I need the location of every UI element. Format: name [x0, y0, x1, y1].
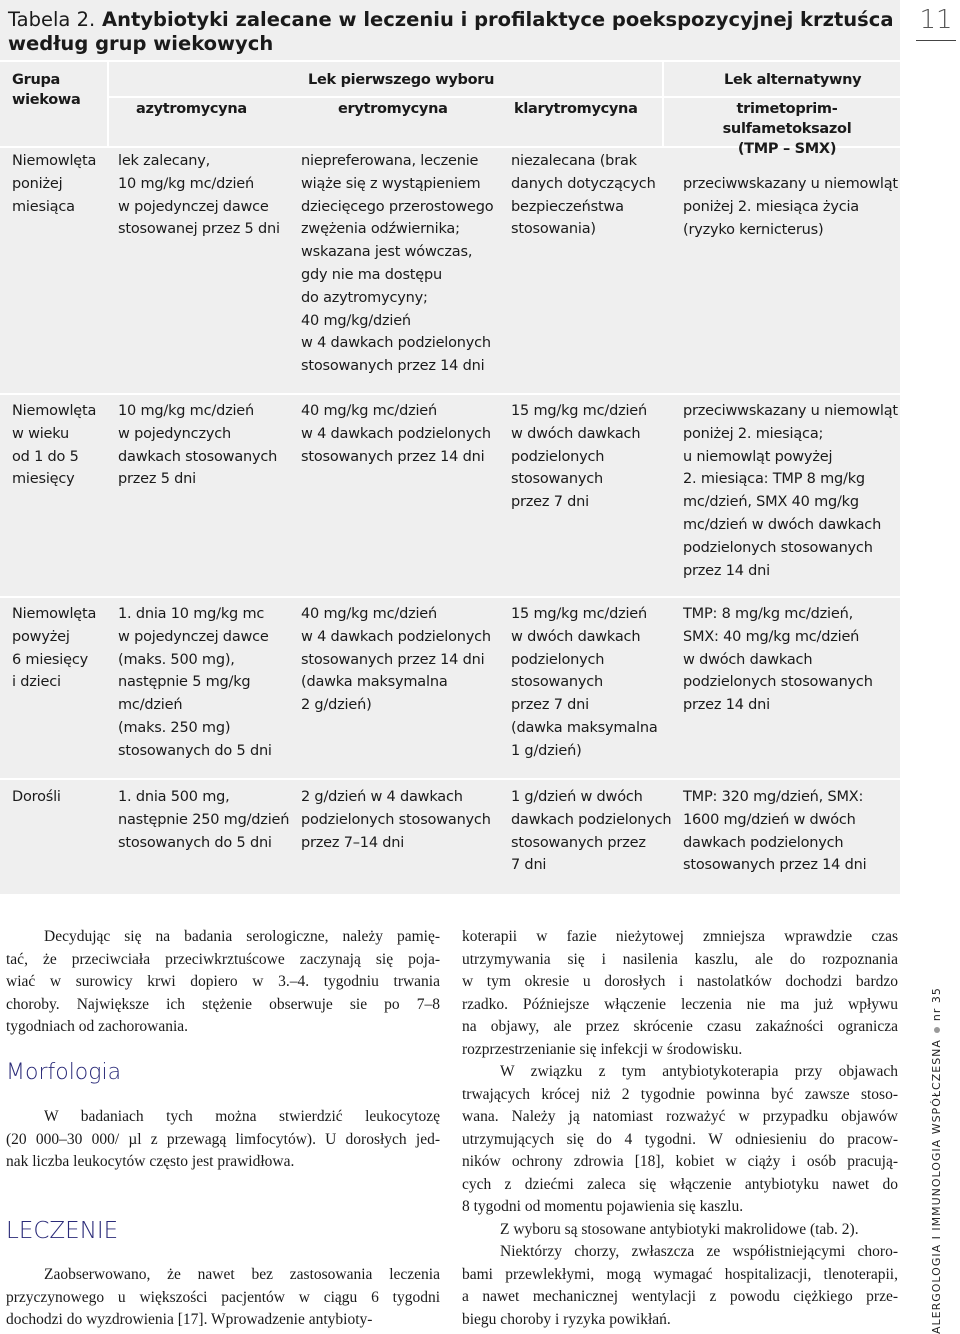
- table-cell-line: w dwóch dawkach: [511, 628, 641, 645]
- table-cell-line: wskazana jest wówczas,: [301, 244, 473, 261]
- header-klarytromycyna: klarytromycyna: [514, 101, 638, 117]
- subheader-rule-alt: [664, 96, 900, 98]
- header-divider-2: [662, 62, 664, 146]
- journal-running-head: [930, 987, 943, 1334]
- table-cell-line: podzielonych: [511, 448, 605, 465]
- table-cell-line: w 4 dawkach podzielonych: [301, 335, 491, 352]
- text-line: cych z dziećmi zaleca się włączenie antybiotyku nawet do: [462, 1175, 898, 1193]
- table-cell-line: przez 7 dni: [511, 697, 589, 714]
- table-cell-alternatywny: [683, 603, 873, 717]
- table-cell-line: miesiąca: [12, 198, 75, 215]
- table-cell-line: Dorośli: [12, 789, 61, 805]
- table-cell-line: w pojedynczej dawce: [118, 198, 269, 215]
- table-cell-line: dawkach stosowanych: [118, 448, 278, 465]
- table-cell-line: 40 mg/kg mc/dzień: [301, 403, 438, 419]
- header-alt-drug-line-2: (TMP – SMX): [737, 141, 837, 157]
- table-cell-line: mc/dzień: [118, 697, 183, 714]
- table-cell-line: poniżej: [12, 175, 63, 192]
- table-cell-line: w dwóch dawkach: [511, 425, 641, 442]
- table-cell-line: 1. dnia 10 mg/kg mc: [118, 606, 265, 622]
- table-cell-line: miesięcy: [12, 471, 75, 488]
- table-cell-line: poniżej 2. miesiąca;: [683, 425, 824, 442]
- table-cell-line: stosowanych przez: [511, 834, 646, 851]
- table-cell-line: 15 mg/kg mc/dzień: [511, 403, 648, 419]
- table-cell-azytromycyna: [118, 150, 280, 241]
- table-cell-line: (ryzyko kernicterus): [683, 221, 824, 238]
- table-cell-line: 15 mg/kg mc/dzień: [511, 606, 648, 622]
- table-cell-line: lek zalecany,: [118, 153, 211, 169]
- header-group: [12, 70, 81, 110]
- table-cell-line: 7 dni: [511, 857, 547, 874]
- table-cell-line: stosowanych: [511, 674, 604, 691]
- table-cell-group: [12, 150, 96, 218]
- table-cell-line: Niemowlęta: [12, 606, 97, 622]
- table-cell-line: w pojedynczej dawce: [118, 628, 269, 645]
- table-cell-azytromycyna: [118, 400, 277, 491]
- table-cell-line: przez 7–14 dni: [301, 834, 405, 851]
- table-cell-line: w wieku: [12, 425, 70, 442]
- table-cell-line: podzielonych stosowanych: [301, 811, 491, 828]
- table-cell-azytromycyna: [118, 603, 272, 763]
- text-line: na objawy, ale przez skrócenie czasu zakaźności ogranicza: [462, 1018, 898, 1035]
- journal-name: ALERGOLOGIA I IMMUNOLOGIA WSPÓŁCZESNA: [930, 1039, 943, 1334]
- table-cell-erytromycyna: [301, 150, 493, 378]
- table-cell-line: przeciwwskazany u niemowląt: [683, 176, 898, 192]
- text-line: 8 tygodni od momentu pojawienia się kaszlu.: [462, 1198, 744, 1215]
- text-line: tygodniach od zachorowania.: [6, 1018, 189, 1035]
- left-column-morfologia: [6, 1106, 440, 1174]
- table-cell-azytromycyna: [118, 786, 289, 854]
- table-cell-alternatywny: [683, 400, 898, 582]
- separator-dot-icon: [934, 1027, 940, 1033]
- table-cell-line: niepreferowana, leczenie: [301, 153, 479, 169]
- table-cell-line: stosowanych przez 14 dni: [683, 857, 867, 874]
- text-line: nak liczba leukocytów często jest prawidłowa.: [6, 1153, 295, 1170]
- paragraph: [6, 926, 440, 1039]
- table-cell-line: wiąże się z wystąpieniem: [301, 175, 481, 192]
- text-line: W badaniach tych można stwierdzić leukocytozę: [44, 1108, 440, 1125]
- table-cell-line: 2. miesiąca: TMP 8 mg/kg: [683, 471, 865, 488]
- table-cell-line: w 4 dawkach podzielonych: [301, 425, 491, 442]
- table-cell-erytromycyna: [301, 400, 491, 468]
- text-line: utrzymujących się do 4 tygodni. W odniesieniu do pracow-: [462, 1130, 898, 1148]
- header-rule-top: [0, 60, 900, 62]
- paragraph: [462, 1219, 898, 1242]
- table-cell-line: podzielonych stosowanych: [683, 539, 873, 556]
- table-cell-line: dawkach podzielonych: [683, 834, 844, 851]
- table-cell-line: 1 g/dzień w dwóch: [511, 789, 643, 805]
- section-title-leczenie: LECZENIE: [6, 1218, 119, 1244]
- table-cell-line: danych dotyczących: [511, 175, 656, 192]
- table-cell-line: (maks. 250 mg): [118, 719, 231, 736]
- table-cell-line: od 1 do 5: [12, 448, 79, 465]
- table-caption-label: Tabela 2.: [8, 8, 96, 31]
- header-divider-1: [107, 62, 109, 146]
- table-cell-line: stosowanych przez 14 dni: [301, 651, 485, 668]
- text-line: rzadko. Późniejsze włączenie leczenia nie ma już wpływu: [462, 995, 898, 1013]
- table-cell-line: stosowania): [511, 221, 596, 238]
- row-rule-2: [0, 596, 900, 598]
- table-cell-line: stosowanych przez 14 dni: [301, 358, 485, 375]
- table-cell-line: stosowanych przez 14 dni: [301, 448, 485, 465]
- table-cell-line: Niemowlęta: [12, 403, 97, 419]
- table-cell-group: [12, 786, 61, 809]
- table-cell-line: 1. dnia 500 mg,: [118, 789, 230, 805]
- table-cell-line: TMP: 320 mg/dzień, SMX:: [683, 789, 864, 805]
- table-cell-group: [12, 400, 96, 491]
- left-column-intro: [6, 926, 440, 1039]
- text-line: trwających krócej niż 2 tygodnie powinna być zawsze stoso-: [462, 1085, 898, 1103]
- table-cell-line: w dwóch dawkach: [683, 651, 813, 668]
- table-cell-line: stosowanych do 5 dni: [118, 742, 272, 759]
- table-cell-erytromycyna: [301, 603, 491, 717]
- table-cell-klarytromycyna: [511, 150, 656, 241]
- table-cell-line: i dzieci: [12, 674, 61, 691]
- section-title-morfologia: Morfologia: [6, 1060, 122, 1085]
- table-cell-line: zwężenia odźwiernika;: [301, 221, 460, 238]
- table-cell-line: bezpieczeństwa: [511, 198, 624, 215]
- header-group-line-1: Grupa: [12, 72, 61, 88]
- table-cell-line: następnie 5 mg/kg: [118, 674, 251, 691]
- left-column-leczenie: [6, 1264, 440, 1332]
- subheader-rule: [109, 96, 662, 98]
- table-cell-line: przeciwwskazany u niemowląt: [683, 403, 898, 419]
- header-erytromycyna: erytromycyna: [338, 101, 448, 117]
- text-line: w tym okresie u dorosłych i nastolatków dochodzi bardzo: [462, 973, 898, 990]
- table-cell-line: 2 g/dzień w 4 dawkach: [301, 789, 463, 805]
- table-cell-line: mc/dzień w dwóch dawkach: [683, 516, 882, 533]
- table-cell-erytromycyna: [301, 786, 491, 854]
- table-cell-line: dawkach podzielonych: [511, 811, 672, 828]
- page-number: 11: [919, 5, 953, 35]
- text-line: (20 000–30 000/ µl z przewagą limfocytów). U dorosłych jed-: [6, 1130, 440, 1148]
- table-cell-line: gdy nie ma dostępu: [301, 266, 442, 283]
- text-line: Niektórzy chorzy, zwłaszcza ze współistniejącymi choro-: [500, 1243, 898, 1260]
- text-line: biegu choroby i ryzyka powikłań.: [462, 1310, 671, 1328]
- table-cell-line: (dawka maksymalna: [301, 674, 448, 691]
- page-number-rule: [916, 40, 956, 41]
- header-azytromycyna: azytromycyna: [136, 101, 247, 117]
- text-line: W związku z tym antybiotykoterapia przy objawach: [500, 1063, 898, 1080]
- text-line: wana. Należy ją natomiast rozważyć w przypadku objawów: [462, 1108, 898, 1125]
- table-cell-line: niezalecana (brak: [511, 153, 637, 169]
- paragraph: [462, 1241, 898, 1331]
- header-alt-drug-line-1: trimetoprim-sulfametoksazol: [722, 101, 852, 137]
- text-line: bami przewlekłymi, mogą wymagać hospitalizacji, tlenoterapii,: [462, 1265, 898, 1283]
- table-cell-line: 40 mg/kg mc/dzień: [301, 606, 438, 622]
- table-cell-line: podzielonych stosowanych: [683, 674, 873, 691]
- table-cell-line: 40 mg/kg/dzień: [301, 312, 411, 329]
- table-cell-line: u niemowląt powyżej: [683, 448, 833, 465]
- table-cell-line: przez 14 dni: [683, 562, 771, 579]
- text-line: Decydując się na badania serologiczne, należy pamię-: [44, 928, 440, 945]
- table-cell-alternatywny: [683, 173, 898, 241]
- table-cell-line: przez 5 dni: [118, 471, 196, 488]
- table-cell-line: przez 7 dni: [511, 494, 589, 511]
- table-cell-line: 6 miesięcy: [12, 651, 88, 668]
- header-alternative: Lek alternatywny: [724, 72, 862, 88]
- text-line: wiać w surowicy krwi dopiero w 3.–4. tygodniu trwania: [6, 973, 440, 990]
- journal-issue: nr 35: [930, 987, 943, 1022]
- table-cell-line: stosowanych: [511, 471, 604, 488]
- table-cell-klarytromycyna: [511, 786, 671, 877]
- table-cell-line: mc/dzień, SMX 40 mg/kg: [683, 494, 859, 511]
- table-cell-line: 1600 mg/dzień w dwóch: [683, 811, 856, 828]
- text-line: koterapii w fazie nieżytowej zmniejsza wprawdzie czas: [462, 928, 898, 945]
- table-cell-line: powyżej: [12, 628, 70, 645]
- header-alt-drug: [674, 99, 900, 159]
- right-column: [462, 926, 898, 1331]
- table-caption-title: Antybiotyki zalecane w leczeniu i profilaktyce poekspozycyjnej krztuśca według grup wiekowych: [8, 8, 894, 55]
- table-cell-alternatywny: [683, 786, 866, 877]
- text-line: Z wyboru są stosowane antybiotyki makrolidowe (tab. 2).: [500, 1220, 859, 1238]
- paragraph: [462, 1061, 898, 1219]
- table-cell-line: w 4 dawkach podzielonych: [301, 628, 491, 645]
- text-line: dochodzi do wyzdrowienia [17]. Wprowadzenie antybioty-: [6, 1311, 373, 1328]
- text-line: przyczynowego u większości pacjentów w ciągu 6 tygodni: [6, 1288, 440, 1306]
- table-cell-line: 10 mg/kg mc/dzień: [118, 403, 255, 419]
- row-rule-1: [0, 393, 900, 395]
- text-line: Zaobserwowano, że nawet bez zastosowania leczenia: [44, 1266, 440, 1283]
- table-cell-line: następnie 250 mg/dzień: [118, 811, 290, 828]
- table-cell-line: 1 g/dzień): [511, 742, 582, 759]
- text-line: choroby. Największe ich stężenie obserwuje sie po 7–8: [6, 995, 440, 1013]
- text-line: utrzymywania się i nasilenia kaszlu, ale do rozpoznania: [462, 950, 898, 968]
- table-cell-line: (dawka maksymalna: [511, 719, 658, 736]
- table-cell-line: 10 mg/kg mc/dzień: [118, 175, 255, 192]
- table-cell-line: Niemowlęta: [12, 153, 97, 169]
- paragraph: [6, 1264, 440, 1332]
- table-cell-line: poniżej 2. miesiąca życia: [683, 198, 859, 215]
- text-line: tać, że przeciwciała przeciwkrztuścowe zaczynają się poja-: [6, 950, 440, 968]
- table-cell-line: przez 14 dni: [683, 697, 771, 714]
- paragraph: [6, 1106, 440, 1174]
- table-cell-line: SMX: 40 mg/kg mc/dzień: [683, 628, 860, 645]
- table-cell-klarytromycyna: [511, 603, 658, 763]
- table-cell-line: stosowanej przez 5 dni: [118, 221, 280, 238]
- text-line: a nawet mechanicznej wentylacji z powodu ciężkiego prze-: [462, 1288, 898, 1305]
- header-first-choice: Lek pierwszego wyboru: [308, 72, 495, 88]
- table-cell-line: (maks. 500 mg),: [118, 651, 235, 668]
- table-cell-line: 2 g/dzień): [301, 697, 372, 714]
- table-caption: [8, 8, 898, 56]
- text-line: ników ochrony zdrowia [18], kobiet w ciąży i osób pracują-: [462, 1153, 898, 1170]
- table-cell-line: TMP: 8 mg/kg mc/dzień,: [683, 606, 854, 622]
- table-cell-klarytromycyna: [511, 400, 647, 514]
- row-rule-3: [0, 778, 900, 780]
- table-cell-line: do azytromycyny;: [301, 289, 428, 306]
- table-cell-line: podzielonych: [511, 651, 605, 668]
- table-cell-line: stosowanych do 5 dni: [118, 834, 272, 851]
- table-cell-line: dziecięcego przerostowego: [301, 198, 494, 215]
- table-cell-group: [12, 603, 96, 694]
- paragraph: [462, 926, 898, 1061]
- header-group-line-2: wiekowa: [12, 92, 81, 108]
- table-cell-line: w pojedynczych: [118, 425, 231, 442]
- text-line: rozprzestrzenianie się infekcji w środowisku.: [462, 1040, 743, 1058]
